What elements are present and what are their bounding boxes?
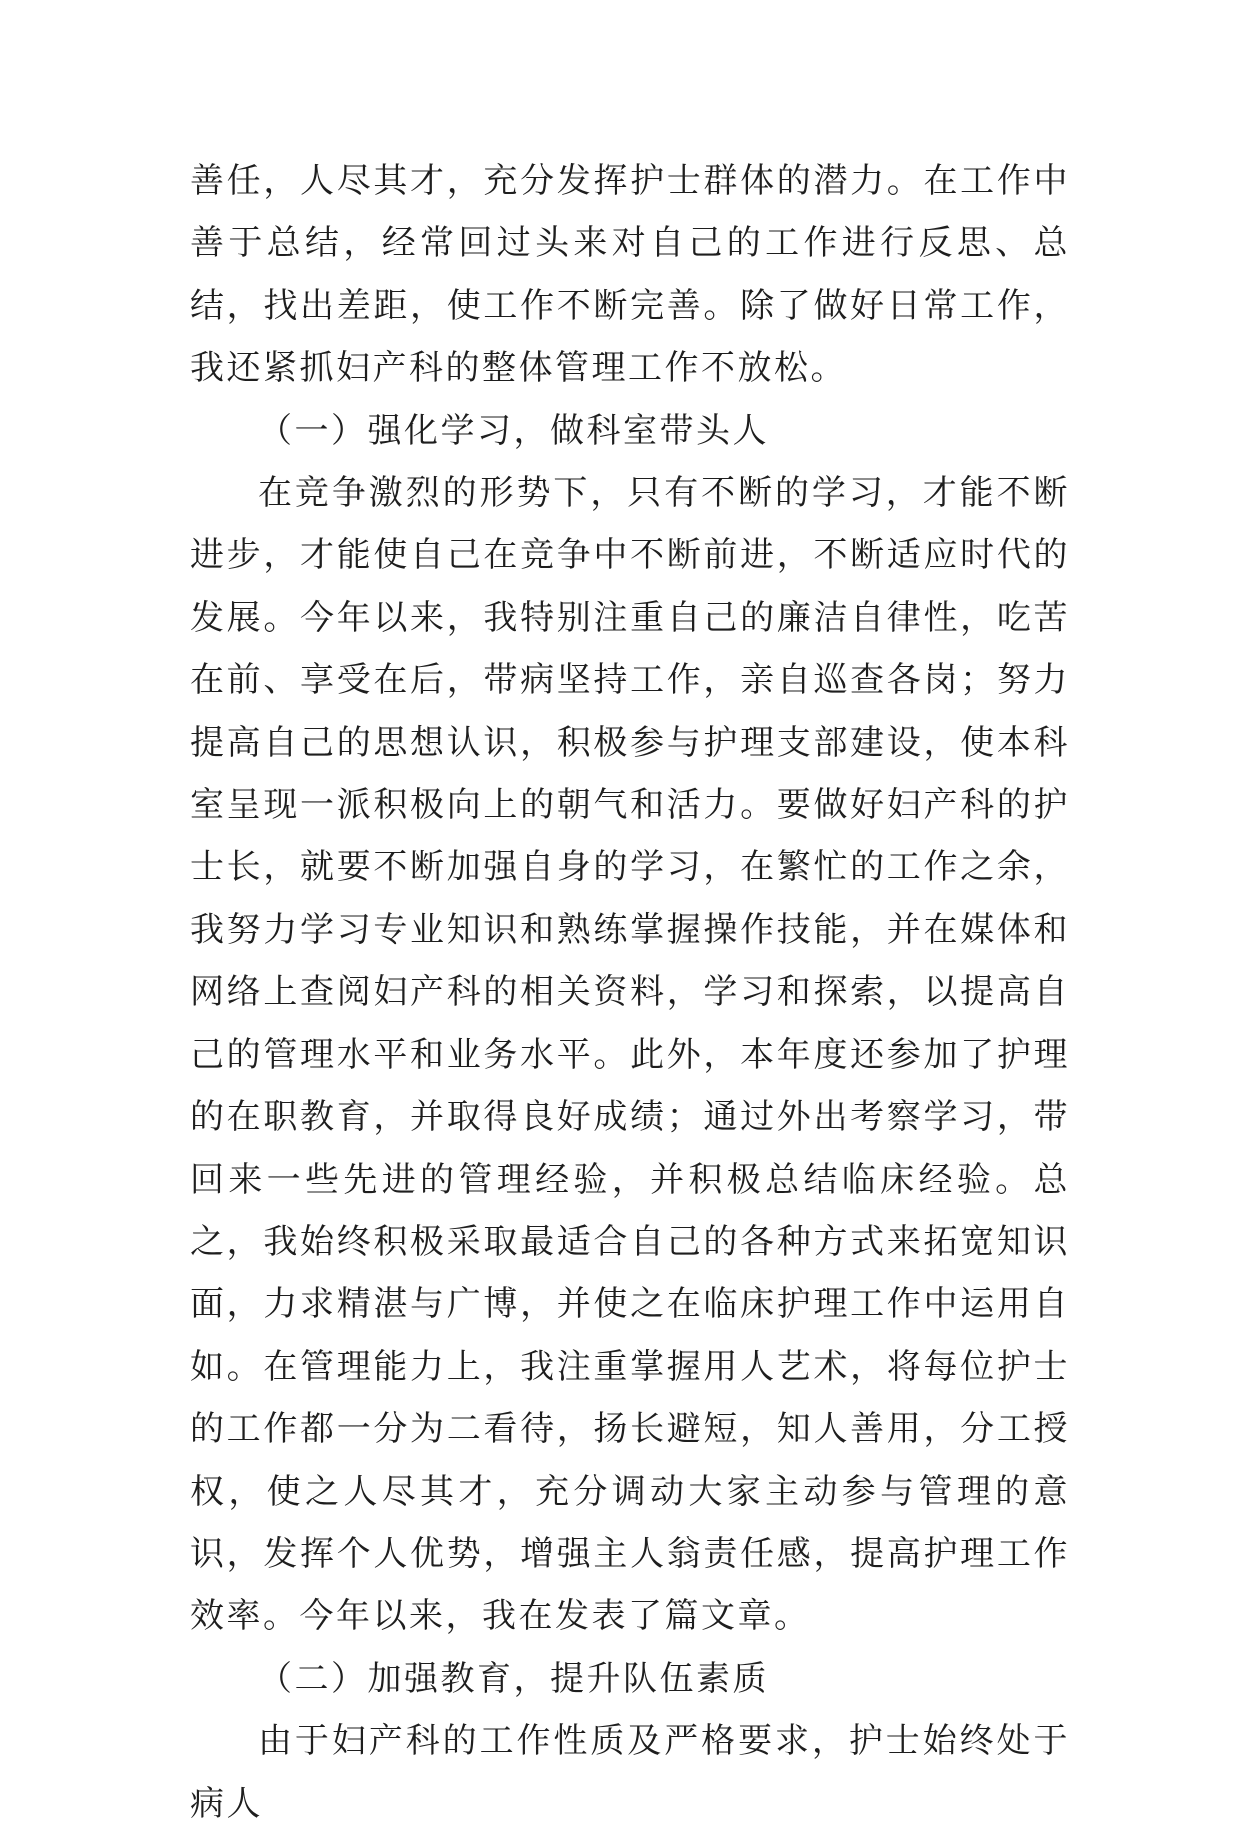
paragraph-education: 由于妇产科的工作性质及严格要求，护士始终处于病人 (190, 1721, 1070, 1824)
section-heading-1: （一）强化学习，做科室带头人 (258, 410, 769, 451)
paragraph-continuation: 善任，人尽其才，充分发挥护士群体的潜力。在工作中善于总结，经常回过头来对自己的工作进行反思、总结，找出差距，使工作不断完善。除了做好日常工作，我还紧抓妇产科的整体管理工作不放松。 (190, 161, 1070, 389)
document-body (190, 150, 1070, 1835)
paragraph-learning: 在竞争激烈的形势下，只有不断的学习，才能不断进步，才能使自己在竞争中不断前进，不断适应时代的发展。今年以来，我特别注重自己的廉洁自律性，吃苦在前、享受在后，带病坚持工作，亲自巡查各岗；努力提高自己的思想认识，积极参与护理支部建设，使本科室呈现一派积极向上的朝气和活力。要做好妇产科的护士长，就要不断加强自身的学习，在繁忙的工作之余，我努力学习专业知识和熟练掌握操作技能，并在媒体和网络上查阅妇产科的相关资料，学习和探索，以提高自己的管理水平和业务水平。此外，本年度还参加了护理的在职教育，并取得良好成绩；通过外出考察学习，带回来一些先进的管理经验，并积极总结临床经验。总之，我始终积极采取最适合自己的各种方式来拓宽知识面，力求精湛与广博，并使之在临床护理工作中运用自如。在管理能力上，我注重掌握用人艺术，将每位护士的工作都一分为二看待，扬长避短，知人善用，分工授权，使之人尽其才，充分调动大家主动参与管理的意识，发挥个人优势，增强主人翁责任感，提高护理工作效率。今年以来，我在发表了篇文章。 (190, 473, 1070, 1637)
section-heading-2: （二）加强教育，提升队伍素质 (258, 1658, 769, 1699)
